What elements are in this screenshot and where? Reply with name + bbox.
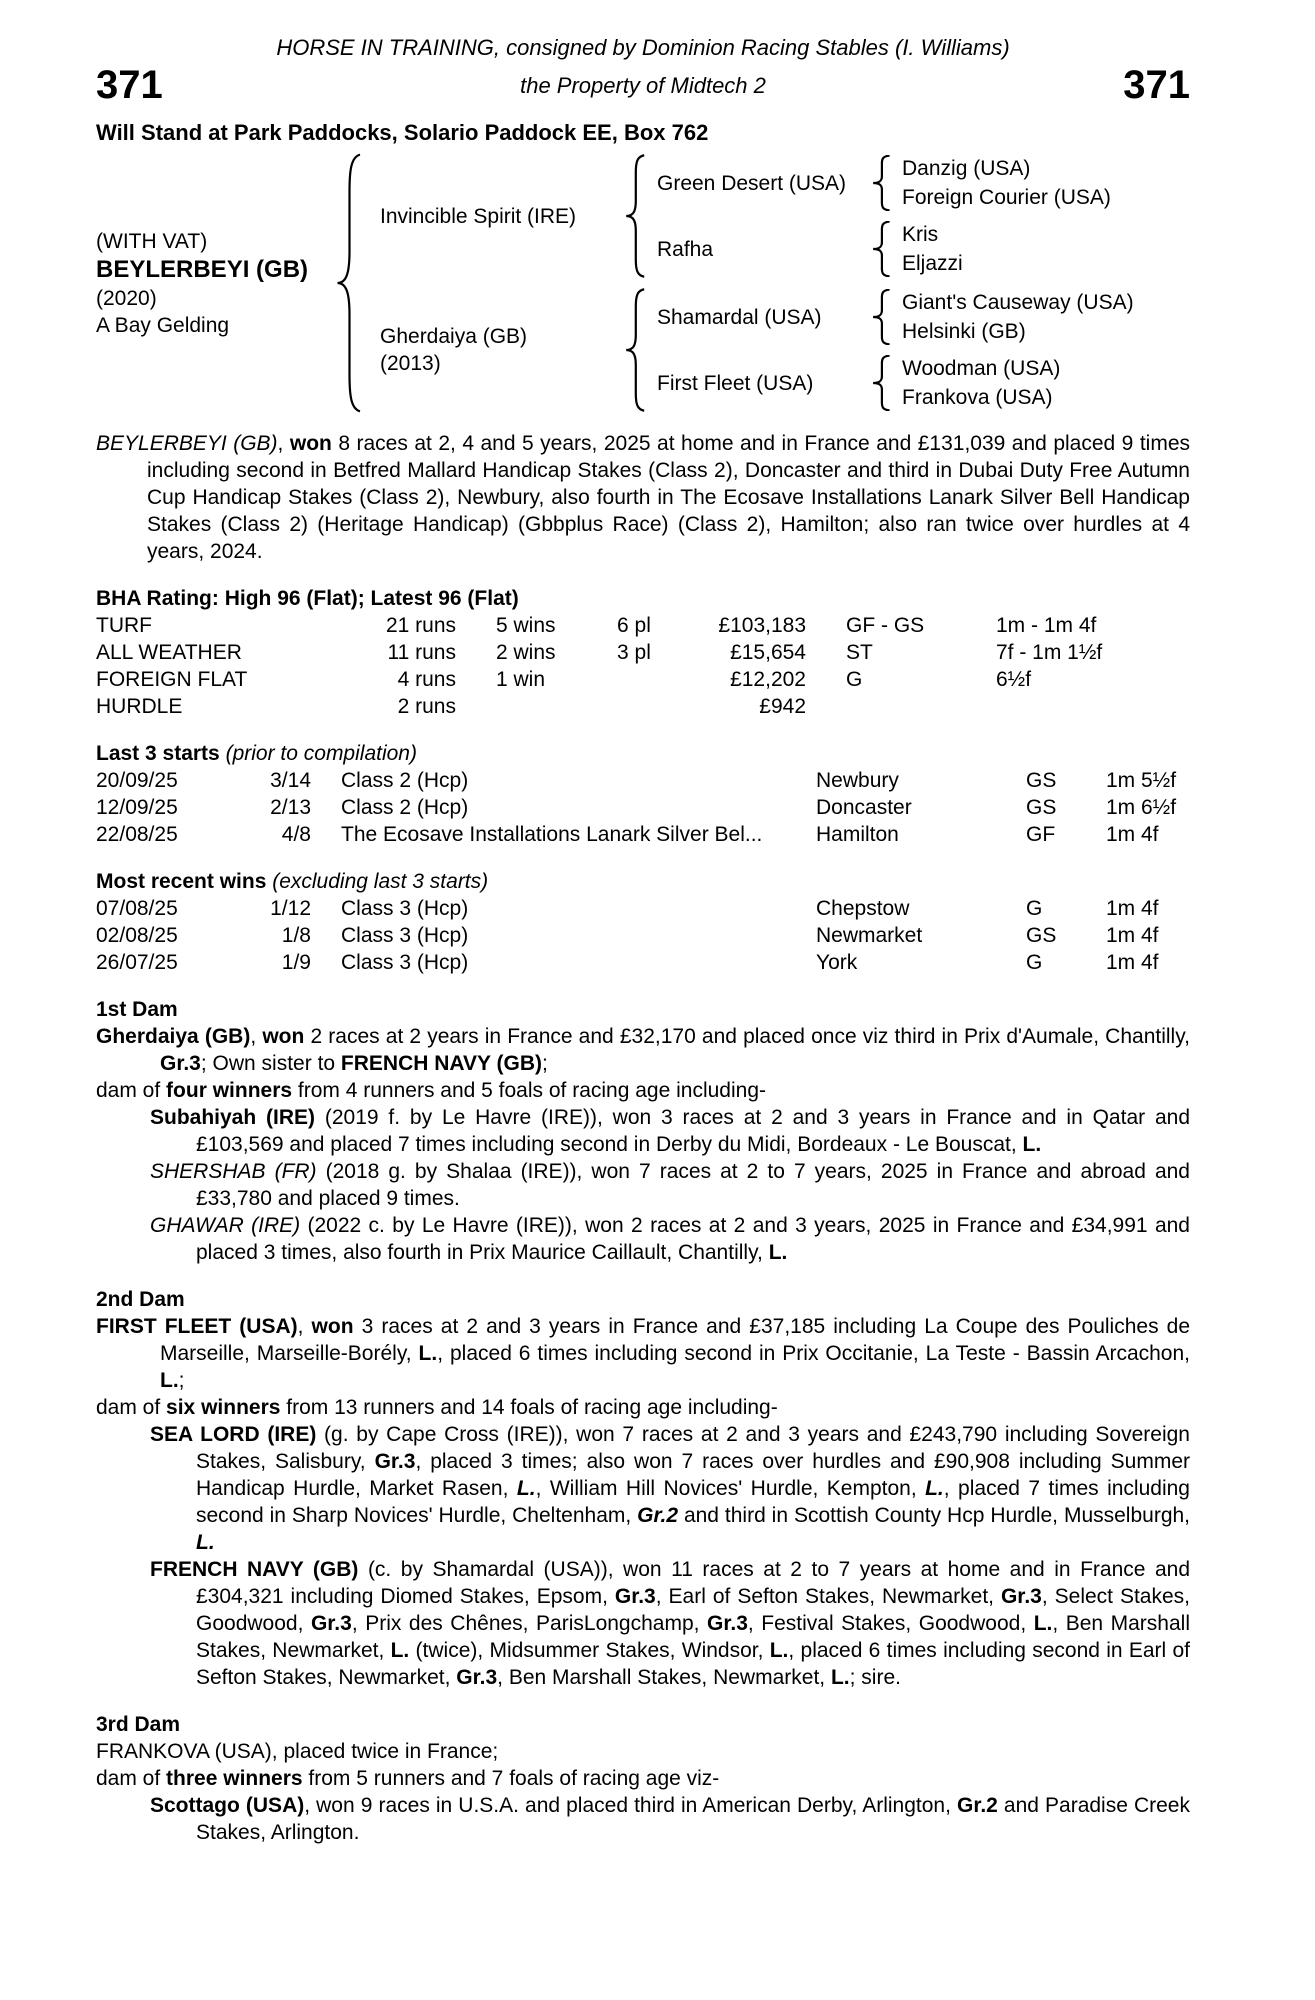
going-cell: GF <box>1026 823 1056 846</box>
distance-cell: 1m 4f <box>1106 924 1159 947</box>
surface-cell: HURDLE <box>96 695 183 718</box>
subject-block <box>96 228 336 339</box>
dam-section <box>96 1711 1190 1846</box>
great-granddam-name: Foreign Courier (USA) <box>902 186 1111 209</box>
places-cell: 6 pl <box>617 614 651 637</box>
going-cell <box>806 693 956 720</box>
heading-text: Most recent wins <box>96 870 267 893</box>
course-cell: Hamilton <box>816 823 899 846</box>
granddam-brace <box>872 221 894 277</box>
property-line: the Property of Midtech 2 <box>520 72 766 98</box>
going-cell: G <box>846 668 863 691</box>
race-record-paragraph: BEYLERBEYI (GB), won 8 races at 2, 4 and 5 years, 2025 at home and in France and £131,039 and placed 9 times including second in Betfred Mallard Handicap Stakes (Class 2), Doncaster and third in Dubai Duty Free Autumn Cup Handicap Stakes (Class 2), Newbury, also fourth in The Ecosave Installations Lanark Silver Bell Handicap Stakes (Class 2) (Heritage Handicap) (Gbbplus Race) (Class 2), Hamilton; also ran twice over hurdles at 4 years, 2024. <box>96 432 1191 563</box>
start-row <box>96 794 1190 821</box>
pedigree-table <box>96 152 1190 414</box>
start-row <box>96 767 1190 794</box>
runs-cell: 11 runs <box>387 641 456 664</box>
most-recent-wins-table <box>96 895 1190 976</box>
distance-cell: 1m 4f <box>1106 823 1159 846</box>
grandsire-name: Green Desert (USA) <box>657 171 847 195</box>
places-cell <box>611 666 696 693</box>
date-cell: 20/09/25 <box>96 769 178 792</box>
places-cell: 3 pl <box>617 641 651 664</box>
dam-section <box>96 996 1190 1266</box>
last-3-starts-table <box>96 767 1190 848</box>
course-cell: Doncaster <box>816 796 912 819</box>
date-cell: 26/07/25 <box>96 951 178 974</box>
position-cell: 3/14 <box>270 769 311 792</box>
sire-name: Invincible Spirit (IRE) <box>380 204 577 228</box>
pedigree-paragraph: SEA LORD (IRE) (g. by Cape Cross (IRE)), won 7 races at 2 and 3 years and £243,790 including Sovereign Stakes, Salisbury, Gr.3, placed 3 times; also won 7 races over hurdles and £90,908 including Summer Handicap Hurdle, Market Rasen, L., William Hill Novices' Hurdle, Kempton, L., placed 7 times including second in Sharp Novices' Hurdle, Cheltenham, Gr.2 and third in Scottish County Hcp Hurdle, Musselburgh, L. <box>150 1423 1191 1554</box>
going-cell: GS <box>1026 769 1057 792</box>
surface-cell: TURF <box>96 614 152 637</box>
great-granddam-name: Helsinki (GB) <box>902 320 1026 343</box>
grandsire-pair <box>657 154 1111 212</box>
start-row <box>96 821 1190 848</box>
going-cell: ST <box>846 641 873 664</box>
surface-cell: ALL WEATHER <box>96 641 242 664</box>
most-recent-wins-section <box>96 868 1190 976</box>
going-cell: G <box>1026 897 1043 920</box>
lot-number-left: 371 <box>96 63 163 107</box>
dam-section-label: 2nd Dam <box>96 1288 185 1311</box>
distance-cell: 1m - 1m 4f <box>996 614 1097 637</box>
distance-cell: 1m 5½f <box>1106 769 1177 792</box>
dam-brace <box>625 288 649 412</box>
dam-foaled-year: (2013) <box>380 352 441 375</box>
pedigree-paragraph: dam of three winners from 5 runners and 7 foals of racing age viz- <box>96 1767 720 1790</box>
position-cell: 1/8 <box>281 924 311 947</box>
granddam-name: Rafha <box>657 237 714 261</box>
vat-note: (WITH VAT) <box>96 229 208 253</box>
bha-record-section <box>96 585 1190 720</box>
dam-section-body <box>96 1313 1190 1691</box>
dam-name: Gherdaiya (GB) <box>380 325 528 348</box>
lot-number-right: 371 <box>1123 63 1190 107</box>
pedigree-generations <box>380 152 1134 414</box>
race-cell: Class 3 (Hcp) <box>341 897 469 920</box>
granddam-pair <box>657 354 1134 412</box>
consignment-header: HORSE IN TRAINING, consigned by Dominion Racing Stables (I. Williams) <box>276 35 1010 60</box>
runs-cell: 21 runs <box>385 614 456 637</box>
going-cell: GF - GS <box>846 614 925 637</box>
date-cell: 12/09/25 <box>96 796 178 819</box>
surface-record-row <box>96 639 1190 666</box>
last-3-starts-heading <box>96 740 1190 767</box>
dam-branch <box>380 286 1134 414</box>
bha-rating-heading: BHA Rating: High 96 (Flat); Latest 96 (Flat) <box>96 587 519 610</box>
earnings-cell: £942 <box>759 695 806 718</box>
going-cell: GS <box>1026 924 1057 947</box>
great-grandsire-name: Giant's Causeway (USA) <box>902 291 1134 314</box>
distance-cell: 6½f <box>996 668 1032 691</box>
position-cell: 4/8 <box>281 823 311 846</box>
dam-section-body <box>96 1023 1190 1266</box>
subject-description: A Bay Gelding <box>96 313 230 337</box>
wins-cell <box>456 693 611 720</box>
win-row <box>96 949 1190 976</box>
pedigree-paragraph: GHAWAR (IRE) (2022 c. by Le Havre (IRE)), won 2 races at 2 and 3 years, 2025 in France and £34,991 and placed 3 times, also fourth in Prix Maurice Caillault, Chantilly, L. <box>150 1214 1190 1264</box>
granddam-pair <box>657 220 1111 278</box>
subject-foaled-year: (2020) <box>96 286 157 310</box>
surface-cell: FOREIGN FLAT <box>96 668 248 691</box>
distance-cell: 7f - 1m 1½f <box>996 641 1103 664</box>
great-grandsire-name: Danzig (USA) <box>902 157 1031 180</box>
earnings-cell: £12,202 <box>730 668 806 691</box>
pedigree-paragraph: Gherdaiya (GB), won 2 races at 2 years in France and £32,170 and placed once viz third in Prix d'Aumale, Chantilly, Gr.3; Own sister to FRENCH NAVY (GB); <box>96 1025 1190 1075</box>
pedigree-paragraph: FRENCH NAVY (GB) (c. by Shamardal (USA)), won 11 races at 2 to 7 years at home and in France and £304,321 including Diomed Stakes, Epsom, Gr.3, Earl of Sefton Stakes, Newmarket, Gr.3, Select Stakes, Goodwood, Gr.3, Prix des Chênes, ParisLongchamp, Gr.3, Festival Stakes, Goodwood, L., Ben Marshall Stakes, Newmarket, L. (twice), Midsummer Stakes, Windsor, L., placed 6 times including second in Earl of Sefton Stakes, Newmarket, Gr.3, Ben Marshall Stakes, Newmarket, L.; sire. <box>150 1558 1190 1689</box>
earnings-cell: £103,183 <box>718 614 806 637</box>
pedigree-paragraph: Subahiyah (IRE) (2019 f. by Le Havre (IRE)), won 3 races at 2 and 3 years in France and in Qatar and £103,569 and placed 7 times including second in Derby du Midi, Bordeaux - Le Bouscat, L. <box>150 1106 1190 1156</box>
race-cell: Class 3 (Hcp) <box>341 924 469 947</box>
surface-record-row <box>96 612 1190 639</box>
race-cell: Class 3 (Hcp) <box>341 951 469 974</box>
heading-text: Last 3 starts <box>96 742 220 765</box>
great-granddam-name: Eljazzi <box>902 252 963 275</box>
position-cell: 1/12 <box>270 897 311 920</box>
race-cell: Class 2 (Hcp) <box>341 796 469 819</box>
most-recent-wins-heading <box>96 868 1190 895</box>
last-3-starts-section <box>96 740 1190 848</box>
wins-cell: 5 wins <box>496 614 556 637</box>
heading-note: (excluding last 3 starts) <box>272 870 489 893</box>
pedigree-main-brace <box>336 152 366 414</box>
dam-section <box>96 1286 1190 1691</box>
dam-section-label: 3rd Dam <box>96 1713 181 1736</box>
great-grandsire-name: Woodman (USA) <box>902 357 1061 380</box>
distance-cell: 1m 4f <box>1106 897 1159 920</box>
win-row <box>96 895 1190 922</box>
position-cell: 1/9 <box>281 951 311 974</box>
distance-cell <box>956 693 1190 720</box>
course-cell: Newbury <box>816 769 899 792</box>
grandsire-brace <box>872 155 894 211</box>
lot-row <box>96 63 1190 107</box>
stand-location-line: Will Stand at Park Paddocks, Solario Paddock EE, Box 762 <box>96 120 709 145</box>
race-cell: Class 2 (Hcp) <box>341 769 469 792</box>
wins-cell: 1 win <box>496 668 546 691</box>
pedigree-paragraph: FIRST FLEET (USA), won 3 races at 2 and 3 years in France and £37,185 including La Coupe des Pouliches de Marseille, Marseille-Borély, L., placed 6 times including second in Prix Occitanie, La Teste - Bassin Arcachon, L.; <box>96 1315 1191 1392</box>
subject-horse-name: BEYLERBEYI (GB) <box>96 255 309 283</box>
going-cell: GS <box>1026 796 1057 819</box>
great-granddam-name: Frankova (USA) <box>902 386 1053 409</box>
granddam-name: First Fleet (USA) <box>657 371 814 395</box>
earnings-cell: £15,654 <box>730 641 806 664</box>
runs-cell: 4 runs <box>397 668 456 691</box>
course-cell: Chepstow <box>816 897 910 920</box>
race-cell: The Ecosave Installations Lanark Silver Bel... <box>341 823 763 846</box>
win-row <box>96 922 1190 949</box>
grandsire-name: Shamardal (USA) <box>657 305 822 329</box>
granddam-brace <box>872 355 894 411</box>
grandsire-brace <box>872 289 894 345</box>
date-cell: 02/08/25 <box>96 924 178 947</box>
course-cell: Newmarket <box>816 924 923 947</box>
pedigree-paragraph: dam of four winners from 4 runners and 5 foals of racing age including- <box>96 1079 766 1102</box>
dam-name-block <box>380 323 625 377</box>
date-cell: 07/08/25 <box>96 897 178 920</box>
distance-cell: 1m 4f <box>1106 951 1159 974</box>
course-cell: York <box>816 951 858 974</box>
going-cell: G <box>1026 951 1043 974</box>
surface-record-row <box>96 666 1190 693</box>
sire-brace <box>625 154 649 278</box>
surface-record-row <box>96 693 1190 720</box>
grandsire-pair <box>657 288 1134 346</box>
pedigree-paragraph: Scottago (USA), won 9 races in U.S.A. and placed third in American Derby, Arlington, Gr.2 and Paradise Creek Stakes, Arlington. <box>150 1794 1190 1844</box>
dam-section-body <box>96 1738 1190 1846</box>
sire-branch <box>380 152 1134 280</box>
pedigree-paragraph: dam of six winners from 13 runners and 14 foals of racing age including- <box>96 1396 778 1419</box>
distance-cell: 1m 6½f <box>1106 796 1177 819</box>
pedigree-paragraph: SHERSHAB (FR) (2018 g. by Shalaa (IRE)), won 7 races at 2 to 7 years, 2025 in France and abroad and £33,780 and placed 9 times. <box>150 1160 1190 1210</box>
surface-record-table <box>96 612 1190 720</box>
produce-record <box>96 996 1190 1846</box>
runs-cell: 2 runs <box>397 695 456 718</box>
heading-note: (prior to compilation) <box>225 742 417 765</box>
date-cell: 22/08/25 <box>96 823 178 846</box>
great-grandsire-name: Kris <box>902 223 939 246</box>
places-cell <box>611 693 696 720</box>
wins-cell: 2 wins <box>496 641 556 664</box>
pedigree-paragraph: FRANKOVA (USA), placed twice in France; <box>96 1740 499 1763</box>
dam-section-label: 1st Dam <box>96 998 178 1021</box>
position-cell: 2/13 <box>270 796 311 819</box>
